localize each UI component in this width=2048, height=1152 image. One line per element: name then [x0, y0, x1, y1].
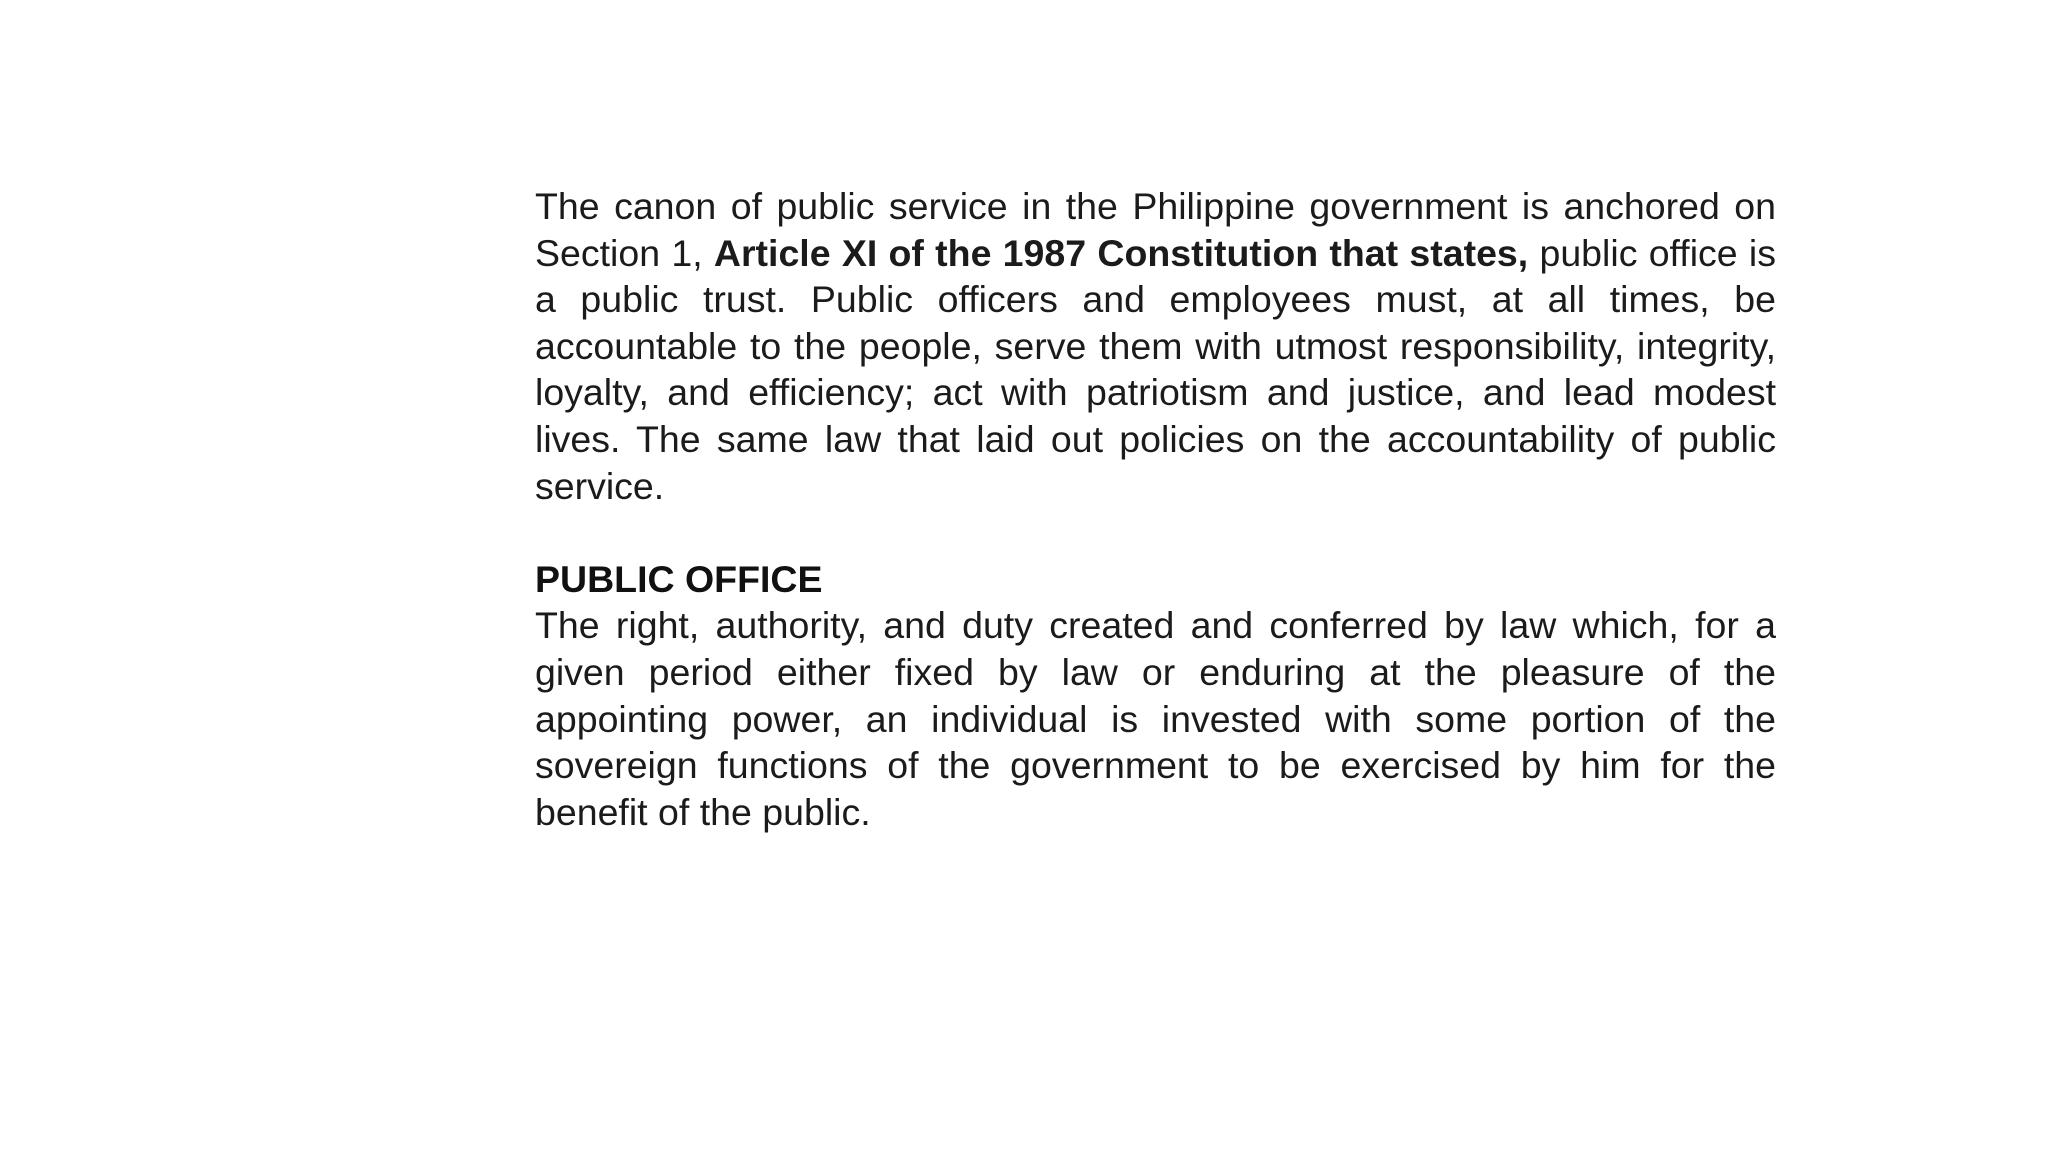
intro-paragraph	[535, 183, 1776, 509]
section-heading: PUBLIC OFFICE	[535, 557, 823, 600]
slide-content	[535, 183, 1776, 835]
definition-paragraph: The right, authority, and duty created and conferred by law which, for a given period either fixed by law or enduring at the pleasure of the appointing power, an individual is invested with some portion of the sovereign functions of the government to be exercised by him for the benefit of the public.	[535, 604, 1776, 833]
intro-text-end: public office is a public trust. Public officers and employees must, at all times, be accountable to the people, serve them with utmost responsibility, integrity, loyalty, and efficiency; act with patriotism and justice, and lead modest lives. The same law that laid out policies on the accountability of public service.	[535, 231, 1776, 507]
intro-text-start: The canon of public service in the Philippine government is anchored on Section 1,	[535, 185, 1776, 274]
intro-bold-text: Article XI of the 1987 Constitution that states,	[713, 231, 1529, 274]
paragraph-spacer	[535, 509, 1776, 556]
